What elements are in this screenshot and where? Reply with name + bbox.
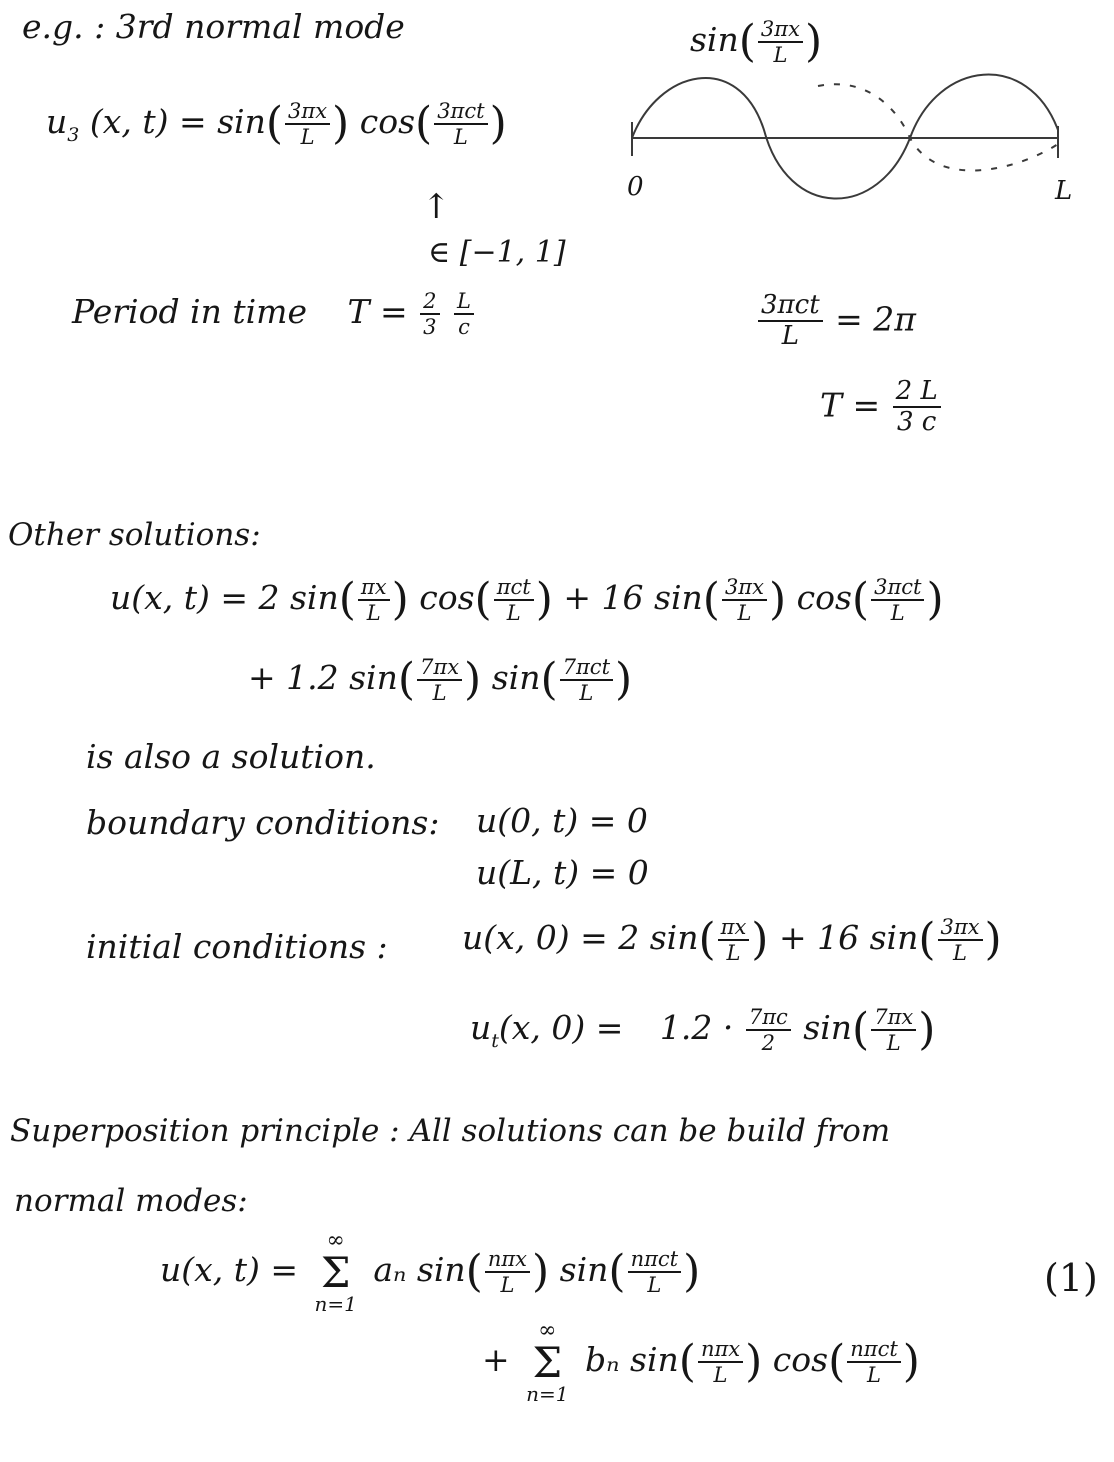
example-title: e.g. : 3rd normal mode [22,7,405,46]
other-solution-line-2: + 1.2 sin( $\frac{7\pi x}{L}$ ) sin( $\frac{\text{7πct}}{L}$ ) [248,654,633,706]
boundary-conditions-label: boundary conditions: [86,803,440,842]
up-arrow-icon: ↑ [422,187,451,227]
mode3-cos: cos [359,102,416,142]
other-solution-line-1: u(x, t) = 2 sin( $\frac{\pi x}{L}$ ) cos( $\frac{\text{πct}}{L}$ ) + 16 sin( $\frac{3\pi x}{L}$ ) cos( $\frac{\text{3πct}}{L}$ ) [110,574,944,626]
period-frac-2-3: $\frac{2}{3}$ [420,290,439,338]
graph-end-label: L [1055,176,1073,206]
superposition-line-1: u(x, t) = ∞ Σ n=1 aₙ sin( $\frac{\text{nπx}}{L}$ ) sin( $\frac{\text{nπct}}{L}$ ) [160,1228,701,1316]
mode3-cos-frac: $\frac{\text{3πct}}{L}$ [434,100,487,148]
graph-origin-label: 0 [627,172,644,202]
period-line [72,290,476,338]
sine-curve-dashed [818,84,1058,170]
sum-operator-2: ∞ Σ n=1 [526,1318,569,1406]
other-solutions-heading: Other solutions: [8,517,261,553]
boundary-condition-2: u(L, t) = 0 [476,853,649,892]
is-also-solution: is also a solution. [86,737,376,776]
mode3-sin: sin [217,102,266,142]
mode3-sin-frac: $\frac{3\pi x}{L}$ [285,100,330,148]
initial-conditions-label: initial conditions : [86,927,388,966]
period-lhs: T = [347,292,408,332]
mode3-equation: $u_3$ (x, t) = sin( $\frac{3\pi x}{L}$ ) cos( $\frac{\text{3πct}}{L}$ ) [46,98,507,150]
initial-condition-1: u(x, 0) = 2 sin( $\frac{\pi x}{L}$ ) + 16 sin( $\frac{3\pi x}{L}$ ) [462,914,1002,966]
equation-number: (1) [1044,1256,1098,1300]
superposition-line-2: + ∞ Σ n=1 bₙ sin( $\frac{\text{nπx}}{L}$ ) cos( $\frac{\text{nπct}}{L}$ ) [482,1318,920,1406]
mode3-lhs: u [46,102,68,142]
period-label: Period in time [72,292,307,332]
period-derivation-2: T = $\frac{2 L}{3 c}$ [820,378,943,437]
mode3-lhs-args: (x, t) = [89,102,207,142]
mode3-lhs-sub: 3 [67,124,80,147]
range-note: ∈ [−1, 1] [428,235,566,270]
sine-mode-graph [618,70,1068,220]
superposition-heading: Superposition principle : All solutions can be build from [10,1113,891,1149]
normal-modes-label: normal modes: [14,1183,248,1219]
initial-condition-2: $u_t(x$, 0) = 1.2 · $\frac{7\pi c}{2}$ sin( $\frac{7\pi x}{L}$ ) [470,1004,936,1056]
sum-operator-1: ∞ Σ n=1 [314,1228,357,1316]
boundary-condition-1: u(0, t) = 0 [476,801,648,840]
period-derivation-1: $\frac{\text{3πct}}{L}$ = 2π [756,292,916,351]
graph-title: sin( $\frac{3\pi x}{L}$ ) [690,16,823,68]
period-frac-L-c: $\frac{L}{c}$ [454,290,474,338]
sine-curve [632,75,1058,199]
